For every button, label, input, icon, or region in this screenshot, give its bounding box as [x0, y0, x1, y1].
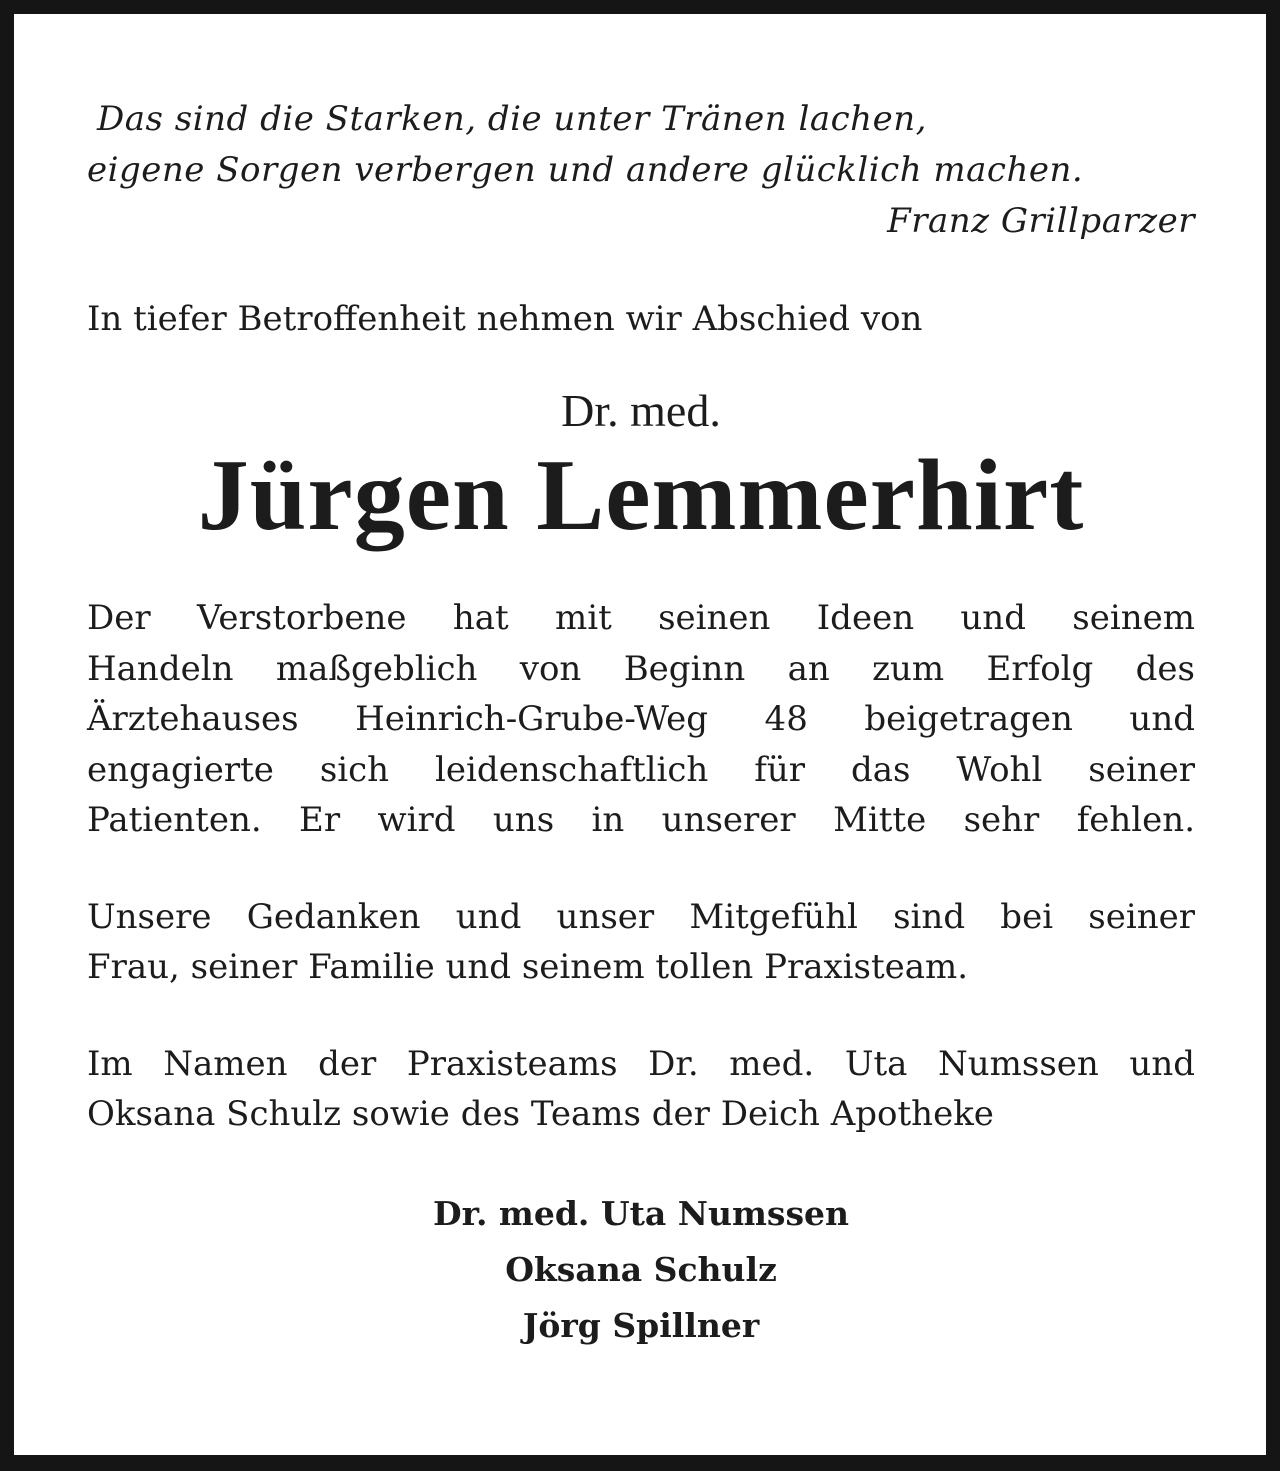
tribute-line: Ärztehauses Heinrich-Grube-Weg 48 beigetragen und	[87, 699, 1195, 739]
signer-name: Jörg Spillner	[522, 1305, 760, 1345]
tribute-line: Patienten. Er wird uns in unserer Mitte sehr fehlen.	[87, 800, 1195, 840]
on-behalf-paragraph	[87, 1039, 1195, 1140]
tribute-line: Der Verstorbene hat mit seinen Ideen und seinem	[87, 598, 1195, 638]
signer-name: Oksana Schulz	[505, 1249, 777, 1289]
tribute-line: Handeln maßgeblich von Beginn an zum Erfolg des	[87, 648, 1195, 689]
condolence-paragraph	[87, 892, 1195, 993]
tribute-paragraph	[87, 593, 1195, 846]
on-behalf-line: Im Namen der Praxisteams Dr. med. Uta Numssen und	[87, 1043, 1195, 1084]
deceased-title: Dr. med.	[561, 385, 721, 436]
quote-line-2: eigene Sorgen verbergen und andere glücklich machen.	[87, 150, 1084, 190]
condolence-line: Unsere Gedanken und unser Mitgefühl sind bei seiner	[87, 896, 1195, 937]
deceased-name: Jürgen Lemmerhirt	[197, 439, 1085, 552]
tribute-line: engagierte sich leidenschaftlich für das Wohl seiner	[87, 749, 1195, 790]
on-behalf-line: Oksana Schulz sowie des Teams der Deich Apotheke	[87, 1094, 994, 1134]
intro-text: In tiefer Betroffenheit nehmen wir Abschied von	[87, 299, 923, 339]
signers-list	[87, 1186, 1195, 1354]
obituary-notice	[87, 94, 1195, 1354]
condolence-line: Frau, seiner Familie und seinem tollen Praxisteam.	[87, 947, 969, 987]
quote-author: Franz Grillparzer	[887, 201, 1195, 241]
quote-line-1: Das sind die Starken, die unter Tränen lachen,	[97, 99, 927, 139]
signer-name: Dr. med. Uta Numssen	[432, 1193, 850, 1233]
memorial-quote	[87, 94, 1195, 247]
